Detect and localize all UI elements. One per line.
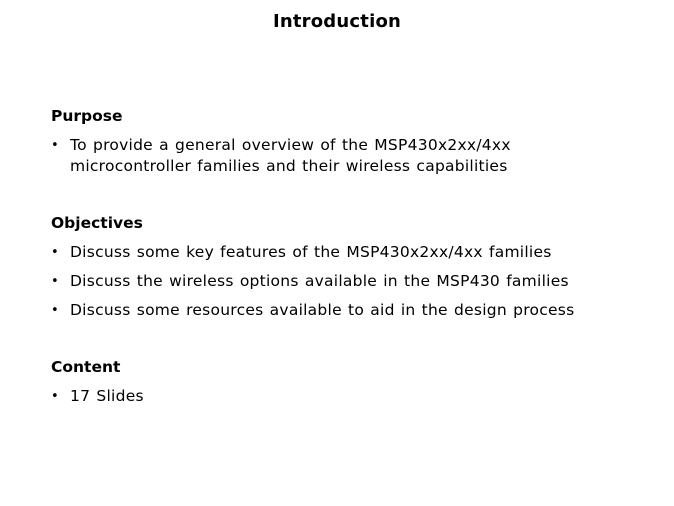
bullet-text: To provide a general overview of the MSP430x2xx/4xx microcontroller families and their wireless capabilities <box>70 136 511 175</box>
purpose-bullet-list <box>51 135 550 177</box>
section-heading-content: Content <box>51 358 121 376</box>
bullet-item <box>51 135 550 177</box>
section-heading-objectives: Objectives <box>51 214 143 232</box>
bullet-icon: • <box>51 245 59 260</box>
bullet-icon: • <box>51 389 59 404</box>
bullet-icon: • <box>51 138 59 153</box>
bullet-text: Discuss some resources available to aid in the design process <box>70 301 575 319</box>
bullet-text: 17 Slides <box>70 387 144 405</box>
section-content <box>51 358 144 407</box>
section-purpose <box>51 107 550 177</box>
bullet-item <box>51 386 144 407</box>
bullet-text: Discuss some key features of the MSP430x2xx/4xx families <box>70 243 552 261</box>
bullet-item <box>51 300 574 321</box>
section-heading-purpose: Purpose <box>51 107 123 125</box>
bullet-icon: • <box>51 274 59 289</box>
content-bullet-list <box>51 386 144 407</box>
objectives-bullet-list <box>51 242 574 321</box>
slide-title: Introduction <box>272 11 402 32</box>
section-objectives <box>51 214 574 329</box>
bullet-text: Discuss the wireless options available in the MSP430 families <box>70 272 569 290</box>
bullet-item <box>51 242 574 263</box>
bullet-item <box>51 271 574 292</box>
bullet-icon: • <box>51 303 59 318</box>
